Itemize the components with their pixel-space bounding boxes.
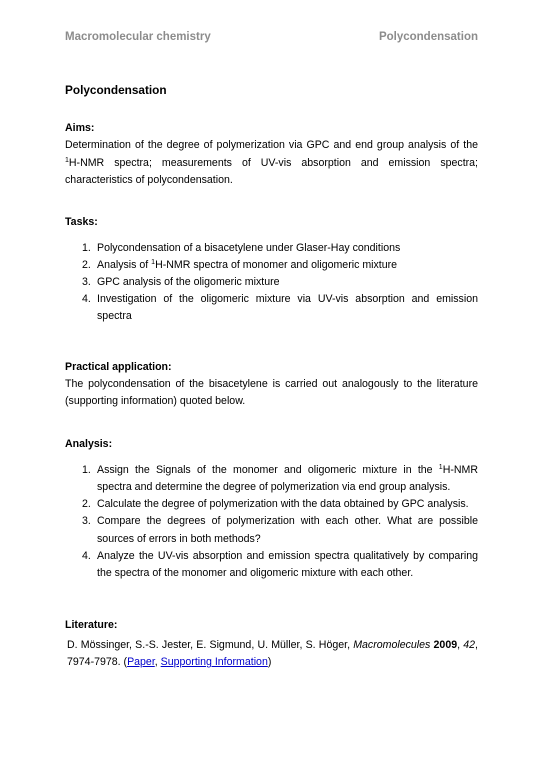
list-number: 1. xyxy=(82,463,91,476)
citation-year: 2009 xyxy=(433,638,458,651)
citation-journal: Macromolecules xyxy=(353,638,431,651)
list-item xyxy=(65,291,478,325)
analysis-section xyxy=(65,436,478,583)
list-sup: 1 xyxy=(438,463,443,471)
list-item xyxy=(65,240,478,257)
aims-sup: 1 xyxy=(65,156,69,164)
list-number: 2. xyxy=(82,258,91,271)
list-item xyxy=(65,462,478,497)
list-item xyxy=(65,496,478,513)
header-left-title: Macromolecular chemistry xyxy=(65,31,211,43)
list-number: 4. xyxy=(82,549,91,562)
citation-volume: 42 xyxy=(463,638,476,651)
literature-heading: Literature: xyxy=(65,618,118,631)
analysis-heading: Analysis: xyxy=(65,437,113,450)
list-text: GPC analysis of the oligomeric mixture xyxy=(97,275,280,288)
tasks-section xyxy=(65,214,478,325)
analysis-list xyxy=(65,462,478,583)
literature-section xyxy=(65,617,478,672)
list-item xyxy=(65,257,478,274)
aims-section xyxy=(65,120,478,190)
list-text-post: H-NMR spectra and determine the degree of polymerization via end group analysis. xyxy=(97,463,478,493)
list-text: Investigation of the oligomeric mixture via UV-vis absorption and emission spectra xyxy=(97,292,478,322)
tasks-heading: Tasks: xyxy=(65,215,98,228)
list-number: 3. xyxy=(82,515,91,528)
citation-close: ) xyxy=(267,656,272,669)
paper-link[interactable]: Paper xyxy=(127,656,155,669)
list-text: Analyze the UV-vis absorption and emission spectra qualitatively by comparing the spectra of the monomer and oligomeric mixture with each other. xyxy=(97,549,478,580)
literature-citation: D. Mössinger, S.-S. Jester, E. Sigmund, U. Müller, S. Höger, Macromolecules 2009, 42, 7974-7978. (Paper, Supporting Information) xyxy=(67,638,478,669)
list-text: Compare the degrees of polymerization with each other. What are possible sources of errors in both methods? xyxy=(97,515,478,545)
list-number: 4. xyxy=(82,292,91,305)
list-text-post: H-NMR spectra of monomer and oligomeric mixture xyxy=(155,258,398,271)
list-text: Calculate the degree of polymerization with the data obtained by GPC analysis. xyxy=(97,498,469,511)
aims-text-part2: H-NMR spectra; measurements of UV-vis absorption and emission spectra; characteristics of polycondensation. xyxy=(65,156,478,186)
list-text-pre: Assign the Signals of the monomer and oligomeric mixture in the xyxy=(97,463,439,476)
list-item xyxy=(65,274,478,291)
aims-text-part1: Determination of the degree of polymerization via GPC and end group analysis of the xyxy=(65,139,478,151)
supporting-information-link[interactable]: Supporting Information xyxy=(160,656,268,669)
page-title: Polycondensation xyxy=(65,83,167,97)
page-header xyxy=(65,31,478,47)
aims-heading: Aims: xyxy=(65,122,95,134)
citation-pages: , 7974-7978. ( xyxy=(67,638,478,669)
list-number: 3. xyxy=(82,275,91,288)
list-item xyxy=(65,548,478,583)
practical-section xyxy=(65,359,478,411)
list-text-pre: Analysis of xyxy=(97,258,152,271)
list-number: 2. xyxy=(82,498,91,511)
citation-authors: D. Mössinger, S.-S. Jester, E. Sigmund, U. Müller, S. Höger, xyxy=(67,638,354,651)
tasks-list xyxy=(65,240,478,325)
list-sup: 1 xyxy=(151,258,156,266)
document-body xyxy=(65,82,478,672)
practical-heading: Practical application: xyxy=(65,360,172,373)
citation-separator: , xyxy=(154,656,161,669)
list-number: 1. xyxy=(82,241,91,254)
aims-text xyxy=(65,137,478,190)
list-item xyxy=(65,513,478,548)
practical-text: The polycondensation of the bisacetylene is carried out analogously to the literature (supporting information) quoted below. xyxy=(65,377,478,407)
list-text: Polycondensation of a bisacetylene under Glaser-Hay conditions xyxy=(97,241,401,254)
header-right-title: Polycondensation xyxy=(378,31,478,43)
